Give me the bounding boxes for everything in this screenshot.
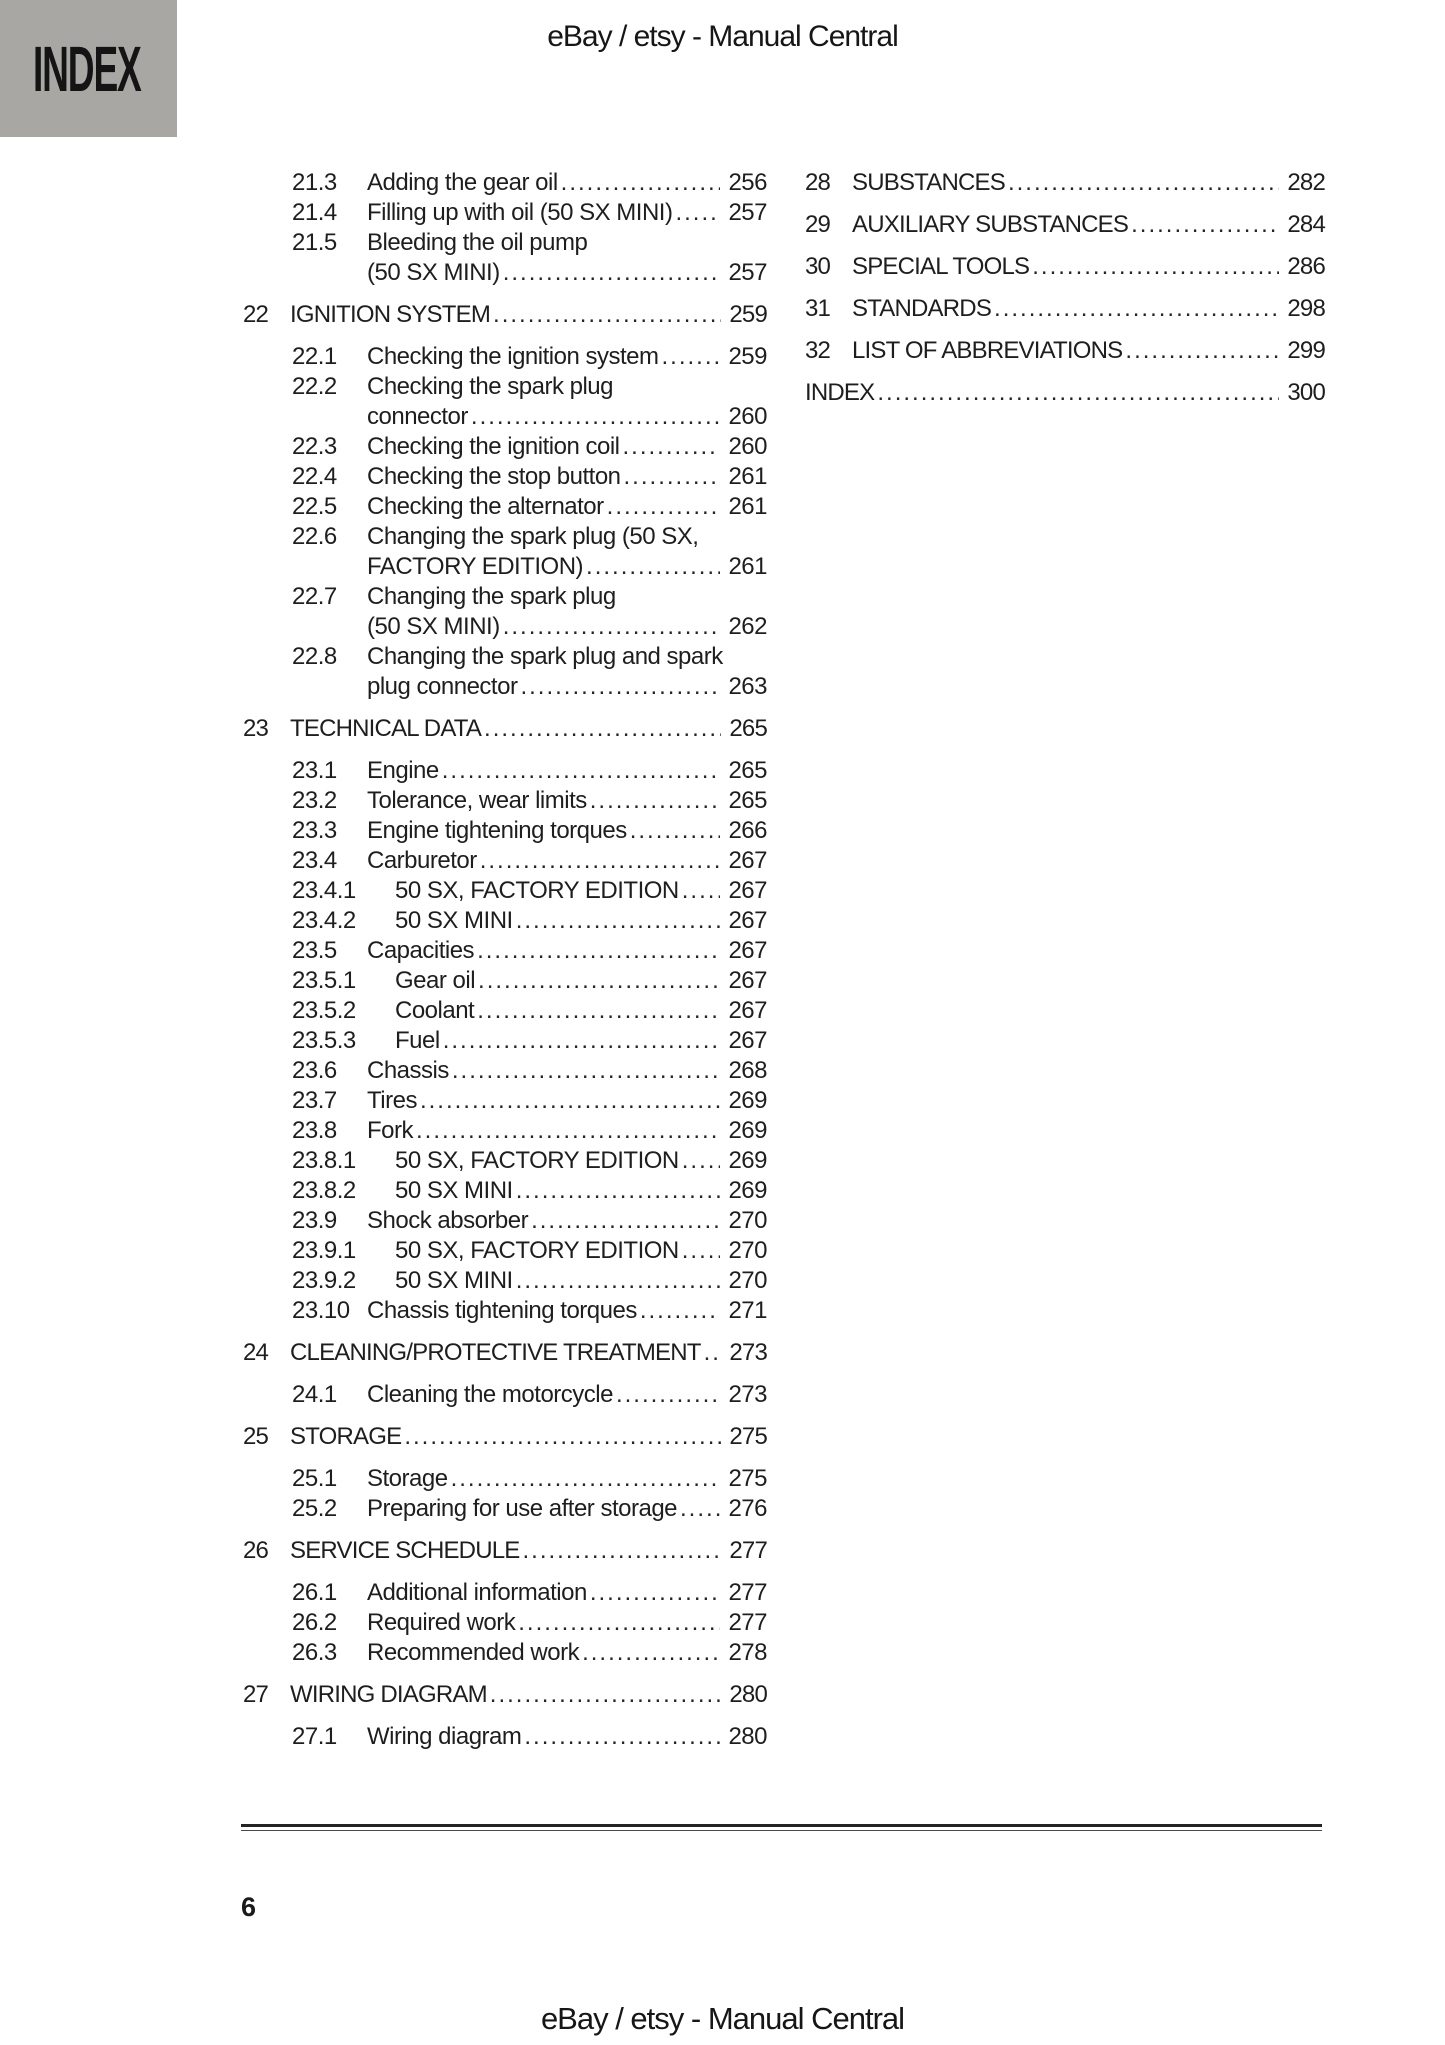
toc-entry-number: 22.1 [292, 343, 337, 370]
toc-entry-title: Tolerance, wear limits [367, 787, 587, 814]
toc-entry-title: Capacities [367, 937, 475, 964]
toc-entry [243, 522, 767, 582]
toc-entry [243, 1116, 767, 1146]
toc-entry-page: 270 [728, 1237, 767, 1264]
dot-leader [640, 1296, 721, 1326]
toc-entry [243, 1056, 767, 1086]
toc-entry-number: 23.3 [292, 817, 337, 844]
toc-entry [243, 642, 767, 702]
toc-entry-number: 23.5.3 [292, 1027, 356, 1054]
toc-entry-page: 269 [728, 1147, 767, 1174]
toc-entry-title: Chassis [367, 1057, 449, 1084]
page-footer-title: eBay / etsy - Manual Central [540, 2001, 905, 2036]
toc-entry-title: Chassis tightening torques [367, 1297, 637, 1324]
toc-entry-number: 23.5.2 [292, 997, 356, 1024]
toc-entry-number: 23 [243, 715, 269, 742]
dot-leader [877, 378, 1279, 408]
toc-entry-page: 271 [728, 1297, 767, 1324]
toc-entry [243, 1176, 767, 1206]
footer-rule [241, 1824, 1322, 1831]
toc-entry-title: SERVICE SCHEDULE [290, 1537, 520, 1564]
toc-entry-page: 261 [728, 553, 767, 580]
toc-entry-title: Fork [367, 1117, 413, 1144]
dot-leader [531, 1206, 720, 1236]
dot-leader [516, 1266, 721, 1296]
toc-entry [243, 168, 767, 198]
toc-entry [805, 210, 1325, 240]
dot-leader [582, 1638, 720, 1668]
toc-entry [243, 198, 767, 228]
toc-entry-number: 27 [243, 1681, 269, 1708]
toc-entry-number: 28 [805, 169, 831, 196]
toc-entry [243, 1680, 767, 1710]
toc-entry-number: 27.1 [292, 1723, 337, 1750]
toc-entry-page: 267 [728, 907, 767, 934]
toc-entry-number: 29 [805, 211, 831, 238]
toc-entry-page: 265 [728, 787, 767, 814]
toc-entry-title: Checking the spark plug [367, 373, 613, 400]
toc-entry-title: Coolant [395, 997, 475, 1024]
toc-entry-title: INDEX [805, 379, 875, 406]
toc-entry-page: 300 [1287, 379, 1325, 406]
dot-leader [661, 342, 720, 372]
toc-entry-page: 267 [728, 997, 767, 1024]
toc-entry-title: Filling up with oil (50 SX MINI) [367, 199, 673, 226]
toc-entry-page: 284 [1287, 211, 1325, 238]
toc-entry-page: 286 [1287, 253, 1325, 280]
toc-entry-number: 31 [805, 295, 831, 322]
dot-leader [607, 492, 721, 522]
toc-entry-number: 25.1 [292, 1465, 337, 1492]
toc-entry-title: LIST OF ABBREVIATIONS [852, 337, 1123, 364]
toc-entry-title: Changing the spark plug (50 SX, [367, 523, 699, 550]
toc-entry [243, 1638, 767, 1668]
toc-entry-title: FACTORY EDITION) [367, 553, 584, 580]
toc-entry-page: 276 [728, 1495, 767, 1522]
toc-entry-page: 259 [729, 301, 767, 328]
toc-entry-page: 278 [728, 1639, 767, 1666]
toc-entry-page: 261 [728, 463, 767, 490]
toc-entry [243, 786, 767, 816]
page-number: 6 [241, 1892, 257, 1922]
toc-entry [805, 252, 1325, 282]
toc-entry-number: 22.5 [292, 493, 337, 520]
toc-entry-number: 23.8.1 [292, 1147, 356, 1174]
toc-entry-number: 22.3 [292, 433, 337, 460]
toc-entry [243, 582, 767, 642]
toc-entry-number: 23.8 [292, 1117, 337, 1144]
toc-entry-number: 25.2 [292, 1495, 337, 1522]
dot-leader [1125, 336, 1279, 366]
toc-entry-number: 21.3 [292, 169, 337, 196]
toc-entry [243, 1026, 767, 1056]
toc-entry-title: Gear oil [395, 967, 476, 994]
toc-entry-number: 21.5 [292, 229, 337, 256]
toc-entry-title: Changing the spark plug and spark [367, 643, 723, 670]
toc-entry [805, 294, 1325, 324]
toc-entry [243, 1422, 767, 1452]
dot-leader [590, 786, 721, 816]
toc-entry [243, 1338, 767, 1368]
toc-entry-page: 266 [728, 817, 767, 844]
dot-leader [490, 1680, 722, 1710]
toc-entry-number: 23.9 [292, 1207, 337, 1234]
toc-entry-page: 263 [728, 673, 767, 700]
toc-entry-number: 22 [243, 301, 269, 328]
toc-entry [243, 432, 767, 462]
toc-entry-page: 299 [1287, 337, 1325, 364]
toc-entry-number: 30 [805, 253, 831, 280]
toc-entry-number: 32 [805, 337, 831, 364]
toc-entry-number: 22.4 [292, 463, 337, 490]
dot-leader [518, 1608, 720, 1638]
toc-entry-number: 23.6 [292, 1057, 337, 1084]
toc-entry-page: 277 [729, 1537, 767, 1564]
dot-leader [624, 462, 721, 492]
toc-entry-page: 262 [728, 613, 767, 640]
dot-leader [675, 198, 720, 228]
toc-entry-title: 50 SX MINI [395, 1267, 513, 1294]
toc-entry [805, 336, 1325, 366]
toc-entry-title: STANDARDS [852, 295, 992, 322]
toc-entry-page: 267 [728, 877, 767, 904]
dot-leader [503, 612, 721, 642]
toc-entry [243, 1236, 767, 1266]
toc-entry [243, 996, 767, 1026]
toc-entry [243, 906, 767, 936]
toc-entry-title: STORAGE [290, 1423, 402, 1450]
toc-entry [243, 1494, 767, 1524]
dot-leader [480, 846, 721, 876]
toc-entry-number: 21.4 [292, 199, 337, 226]
toc-entry-title: Preparing for use after storage [367, 1495, 678, 1522]
toc-right-column [805, 168, 1325, 420]
toc-entry [243, 966, 767, 996]
dot-leader [590, 1578, 721, 1608]
dot-leader [420, 1086, 721, 1116]
toc-entry-title: IGNITION SYSTEM [290, 301, 491, 328]
toc-entry-title: Cleaning the motorcycle [367, 1381, 613, 1408]
toc-entry-number: 26.1 [292, 1579, 337, 1606]
toc-entry [243, 876, 767, 906]
toc-entry-page: 267 [728, 847, 767, 874]
dot-leader [586, 552, 720, 582]
toc-entry-number: 23.4.2 [292, 907, 356, 934]
toc-entry-page: 269 [728, 1117, 767, 1144]
dot-leader [451, 1464, 721, 1494]
dot-leader [616, 1380, 720, 1410]
toc-entry-page: 275 [729, 1423, 767, 1450]
toc-entry-page: 277 [728, 1609, 767, 1636]
toc-entry-page: 256 [728, 169, 767, 196]
toc-entry-title: Engine [367, 757, 439, 784]
toc-entry-page: 257 [728, 199, 767, 226]
toc-entry-number: 24.1 [292, 1381, 337, 1408]
toc-entry-title: (50 SX MINI) [367, 613, 500, 640]
toc-entry [243, 1536, 767, 1566]
toc-entry-title: 50 SX, FACTORY EDITION [395, 877, 679, 904]
toc-entry [243, 300, 767, 330]
toc-entry-page: 282 [1287, 169, 1325, 196]
toc-entry-page: 259 [728, 343, 767, 370]
toc-entry-title: (50 SX MINI) [367, 259, 500, 286]
toc-entry [243, 1206, 767, 1236]
toc-entry-page: 257 [728, 259, 767, 286]
toc-entry-page: 265 [729, 715, 767, 742]
toc-entry [243, 372, 767, 432]
toc-entry-title: Checking the ignition system [367, 343, 659, 370]
toc-entry-title: Required work [367, 1609, 516, 1636]
toc-entry [243, 756, 767, 786]
toc-entry-number: 26.3 [292, 1639, 337, 1666]
toc-entry [805, 378, 1325, 408]
toc-entry-number: 23.2 [292, 787, 337, 814]
toc-entry-title: 50 SX MINI [395, 907, 513, 934]
toc-entry [243, 492, 767, 522]
toc-entry [243, 1464, 767, 1494]
toc-entry-page: 270 [728, 1267, 767, 1294]
toc-entry-page: 260 [728, 403, 767, 430]
toc-entry-number: 23.5 [292, 937, 337, 964]
toc-entry [243, 1380, 767, 1410]
toc-entry-number: 22.8 [292, 643, 337, 670]
toc-entry-page: 267 [728, 1027, 767, 1054]
dot-leader [520, 672, 720, 702]
toc-entry [243, 1146, 767, 1176]
toc-entry [243, 342, 767, 372]
toc-entry-title: Carburetor [367, 847, 477, 874]
toc-entry-page: 298 [1287, 295, 1325, 322]
toc-entry-number: 22.7 [292, 583, 337, 610]
toc-entry [805, 168, 1325, 198]
toc-entry-page: 269 [728, 1177, 767, 1204]
dot-leader [503, 258, 721, 288]
dot-leader [623, 432, 721, 462]
toc-entry-number: 23.9.1 [292, 1237, 356, 1264]
toc-entry-title: Wiring diagram [367, 1723, 522, 1750]
toc-entry-title: Engine tightening torques [367, 817, 627, 844]
dot-leader [484, 714, 721, 744]
dot-leader [704, 1338, 722, 1368]
toc-entry-page: 269 [728, 1087, 767, 1114]
toc-entry-number: 23.4.1 [292, 877, 356, 904]
toc-entry-title: Storage [367, 1465, 448, 1492]
toc-entry [243, 1722, 767, 1752]
dot-leader [442, 756, 721, 786]
toc-entry-title: 50 SX, FACTORY EDITION [395, 1147, 679, 1174]
toc-entry-page: 265 [728, 757, 767, 784]
toc-entry [243, 714, 767, 744]
toc-entry-title: CLEANING/PROTECTIVE TREATMENT [290, 1339, 701, 1366]
toc-entry [243, 846, 767, 876]
toc-entry [243, 1608, 767, 1638]
dot-leader [404, 1422, 721, 1452]
toc-entry-number: 26.2 [292, 1609, 337, 1636]
toc-entry-title: Additional information [367, 1579, 587, 1606]
toc-entry [243, 816, 767, 846]
dot-leader [516, 1176, 721, 1206]
toc-entry-page: 280 [728, 1723, 767, 1750]
dot-leader [477, 936, 720, 966]
toc-left-column [243, 168, 767, 1752]
toc-entry-title: plug connector [367, 673, 518, 700]
toc-entry-title: SPECIAL TOOLS [852, 253, 1030, 280]
toc-entry [243, 1086, 767, 1116]
toc-entry-number: 22.6 [292, 523, 337, 550]
dot-leader [682, 1236, 721, 1266]
dot-leader [471, 402, 721, 432]
toc-entry-page: 267 [728, 937, 767, 964]
toc-entry-title: connector [367, 403, 468, 430]
toc-entry-title: Fuel [395, 1027, 440, 1054]
dot-leader [1131, 210, 1279, 240]
toc-entry-title: 50 SX, FACTORY EDITION [395, 1237, 679, 1264]
dot-leader [682, 876, 721, 906]
toc-entry-number: 23.8.2 [292, 1177, 356, 1204]
toc-entry-number: 25 [243, 1423, 269, 1450]
dot-leader [1008, 168, 1279, 198]
toc-entry-page: 260 [728, 433, 767, 460]
dot-leader [524, 1722, 720, 1752]
toc-entry-number: 26 [243, 1537, 269, 1564]
toc-entry-number: 24 [243, 1339, 269, 1366]
toc-entry-page: 273 [729, 1339, 767, 1366]
toc-entry [243, 462, 767, 492]
toc-entry-page: 280 [729, 1681, 767, 1708]
toc-entry-page: 275 [728, 1465, 767, 1492]
toc-entry-title: AUXILIARY SUBSTANCES [852, 211, 1129, 238]
toc-entry [243, 1266, 767, 1296]
toc-entry-page: 273 [728, 1381, 767, 1408]
toc-entry-title: Checking the stop button [367, 463, 621, 490]
dot-leader [1032, 252, 1279, 282]
toc-entry-title: Bleeding the oil pump [367, 229, 588, 256]
toc-entry-number: 23.10 [292, 1297, 350, 1324]
toc-entry-page: 267 [728, 967, 767, 994]
toc-entry-page: 270 [728, 1207, 767, 1234]
toc-entry-number: 23.5.1 [292, 967, 356, 994]
dot-leader [516, 906, 721, 936]
toc-entry [243, 228, 767, 288]
toc-entry-page: 261 [728, 493, 767, 520]
dot-leader [443, 1026, 721, 1056]
dot-leader [561, 168, 721, 198]
dot-leader [630, 816, 721, 846]
toc-entry-title: Adding the gear oil [367, 169, 558, 196]
page-header-title: eBay / etsy - Manual Central [547, 20, 898, 53]
dot-leader [477, 996, 720, 1026]
toc-entry-title: Shock absorber [367, 1207, 529, 1234]
dot-leader [682, 1146, 721, 1176]
toc-entry-title: Checking the alternator [367, 493, 604, 520]
toc-entry [243, 936, 767, 966]
index-tab-label: INDEX [33, 32, 141, 105]
toc-entry-number: 23.7 [292, 1087, 337, 1114]
dot-leader [493, 300, 721, 330]
toc-entry-title: SUBSTANCES [852, 169, 1005, 196]
dot-leader [478, 966, 720, 996]
dot-leader [416, 1116, 720, 1146]
toc-entry-title: WIRING DIAGRAM [290, 1681, 487, 1708]
toc-entry-number: 23.4 [292, 847, 337, 874]
dot-leader [994, 294, 1279, 324]
toc-entry-page: 277 [728, 1579, 767, 1606]
toc-entry-number: 23.9.2 [292, 1267, 356, 1294]
toc-entry [243, 1578, 767, 1608]
toc-entry-title: Tires [367, 1087, 417, 1114]
toc-entry-title: Checking the ignition coil [367, 433, 620, 460]
toc-entry-number: 22.2 [292, 373, 337, 400]
dot-leader [523, 1536, 722, 1566]
toc-entry-title: 50 SX MINI [395, 1177, 513, 1204]
toc-entry [243, 1296, 767, 1326]
toc-entry-title: TECHNICAL DATA [290, 715, 482, 742]
dot-leader [680, 1494, 720, 1524]
toc-entry-number: 23.1 [292, 757, 337, 784]
toc-entry-page: 268 [728, 1057, 767, 1084]
toc-entry-title: Recommended work [367, 1639, 580, 1666]
toc-entry-title: Changing the spark plug [367, 583, 616, 610]
dot-leader [452, 1056, 721, 1086]
